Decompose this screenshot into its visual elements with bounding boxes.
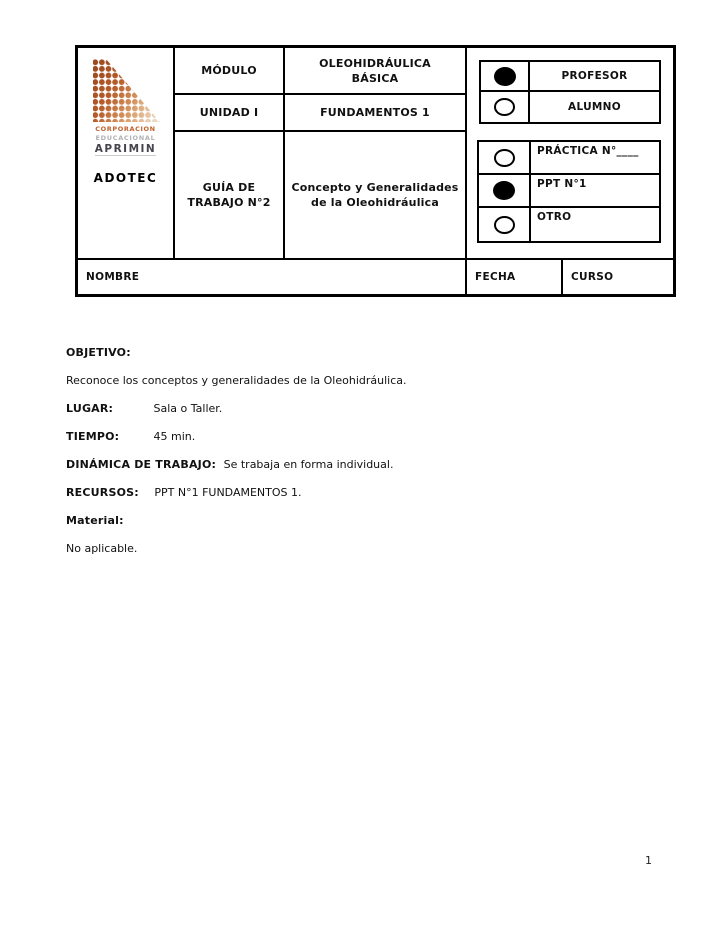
otro-label: OTRO <box>537 211 572 223</box>
profesor-radio-cell <box>481 62 528 92</box>
unit-value-cell <box>285 95 467 132</box>
resources-value: PPT N°1 FUNDAMENTOS 1. <box>154 486 302 499</box>
guide-label-cell <box>175 132 285 258</box>
guide-value: Concepto y Generalidades de la Oleohidráulica <box>291 181 459 209</box>
objective-text: Reconoce los conceptos y generalidades de la Oleohidráulica. <box>66 374 407 387</box>
profesor-option <box>528 62 659 92</box>
page-number: 1 <box>645 854 652 867</box>
profesor-label: PROFESOR <box>561 70 628 82</box>
module-label: MÓDULO <box>201 64 257 77</box>
module-label-cell <box>175 48 285 95</box>
unit-value: FUNDAMENTOS 1 <box>320 106 430 119</box>
ppt-label: PPT N°1 <box>537 178 587 190</box>
student-info-row <box>78 258 673 294</box>
worksheet-body <box>66 346 656 570</box>
module-value-cell <box>285 48 467 95</box>
logo-line-corporacion: CORPORACION <box>95 125 156 133</box>
resources-heading: RECURSOS: <box>66 486 139 499</box>
ppt-radio-cell <box>479 175 529 208</box>
ppt-radio[interactable] <box>493 181 515 200</box>
resource-options-box <box>477 140 661 243</box>
module-value: OLEOHIDRÁULICA BÁSICA <box>319 56 431 85</box>
material-value: No aplicable. <box>66 542 138 555</box>
alumno-option <box>528 92 659 122</box>
practica-radio[interactable] <box>494 149 515 167</box>
practica-radio-cell <box>479 142 529 175</box>
otro-radio-cell <box>479 208 529 241</box>
unit-label-cell <box>175 95 285 132</box>
audience-options-box <box>479 60 661 124</box>
alumno-radio[interactable] <box>494 98 515 116</box>
logo-line-educacional: EDUCACIONAL <box>95 134 156 142</box>
dynamics-heading: DINÁMICA DE TRABAJO: <box>66 458 217 471</box>
logo-cell <box>78 48 175 258</box>
objective-heading: OBJETIVO: <box>66 346 131 359</box>
logo-line-aprimin: APRIMIN <box>94 143 157 155</box>
time-value: 45 min. <box>153 430 196 443</box>
options-cell <box>467 48 673 258</box>
aprimin-logo-icon <box>92 59 160 122</box>
guide-label: GUÍA DE TRABAJO N°2 <box>187 181 271 209</box>
date-field-cell[interactable] <box>467 260 563 294</box>
date-label: FECHA <box>475 271 516 283</box>
practica-option <box>529 142 659 175</box>
otro-radio[interactable] <box>494 216 515 234</box>
alumno-radio-cell <box>481 92 528 122</box>
course-field-cell[interactable] <box>563 260 673 294</box>
alumno-label: ALUMNO <box>568 101 621 113</box>
ppt-option <box>529 175 659 208</box>
profesor-radio[interactable] <box>494 67 516 86</box>
place-value: Sala o Taller. <box>153 402 223 415</box>
course-label: CURSO <box>571 271 614 283</box>
org-name-adotec: ADOTEC <box>93 171 158 185</box>
name-field-cell[interactable] <box>78 260 467 294</box>
material-heading: Material: <box>66 514 124 527</box>
practica-label: PRÁCTICA N°____ <box>537 145 639 157</box>
dynamics-value: Se trabaja en forma individual. <box>223 458 394 471</box>
name-label: NOMBRE <box>86 271 140 283</box>
time-heading: TIEMPO: <box>66 430 120 443</box>
place-heading: LUGAR: <box>66 402 114 415</box>
otro-option <box>529 208 659 241</box>
worksheet-header-table <box>75 45 676 297</box>
guide-value-cell <box>285 132 467 258</box>
unit-label: UNIDAD I <box>199 106 259 119</box>
